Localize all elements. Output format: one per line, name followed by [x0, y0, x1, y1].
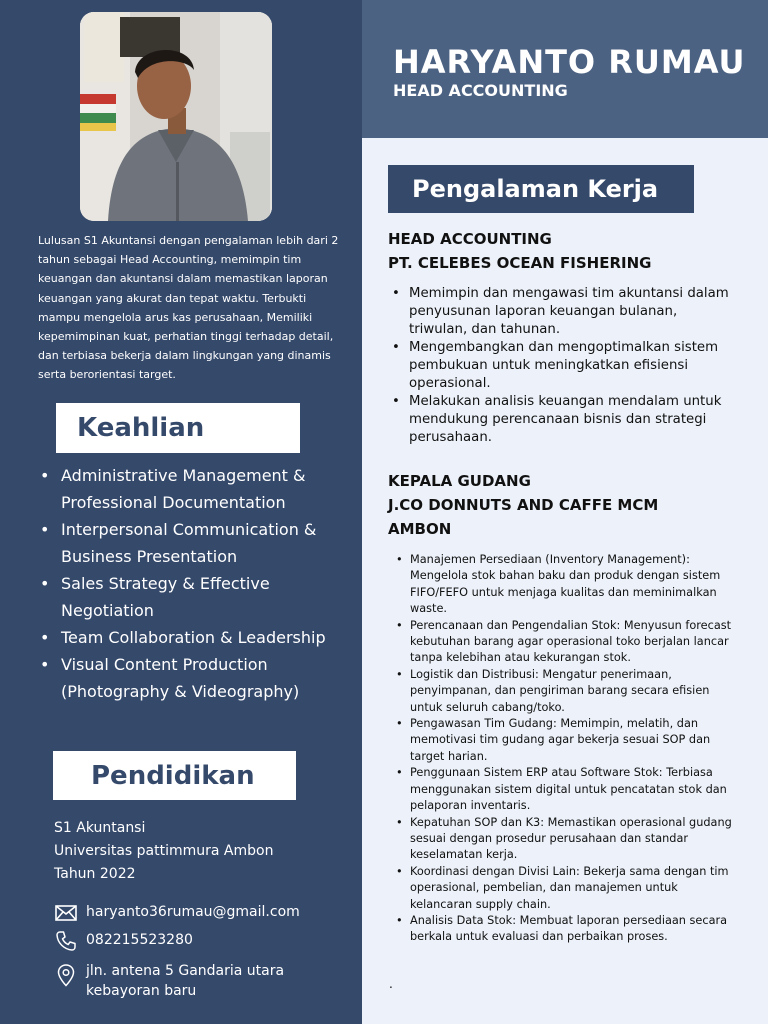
- skill-item: • Team Collaboration & Leadership: [40, 624, 356, 651]
- list-item: • Mengembangkan dan mengoptimalkan sistem pembukuan untuk meningkatkan efisiensi operasional.: [392, 339, 736, 393]
- list-item: • Pengawasan Tim Gudang: Memimpin, melatih, dan memotivasi tim gudang agar bekerja sesuai SOP dan target harian.: [396, 716, 736, 765]
- education-school: Universitas pattimmura Ambon: [54, 843, 274, 859]
- list-item: • Manajemen Persediaan (Inventory Management): Mengelola stok bahan baku dan produk dengan sistem FIFO/FEFO untuk menjaga kualitas dan meminimalkan waste.: [396, 552, 736, 618]
- education-heading: Pendidikan: [91, 760, 255, 791]
- contact-address: jln. antena 5 Gandaria utara kebayoran baru: [86, 963, 285, 999]
- list-item: • Perencanaan dan Pengendalian Stok: Menyusun forecast kebutuhan barang agar operasional toko berjalan lancar tanpa kelebihan atau kekurangan stok.: [396, 618, 736, 667]
- contact-email-row[interactable]: [54, 901, 300, 925]
- list-item: • Penggunaan Sistem ERP atau Software Stok: Terbiasa menggunakan sistem digital untuk pencatatan stok dan pelaporan inventaris.: [396, 765, 736, 814]
- education-year: Tahun 2022: [54, 866, 136, 882]
- trailing-mark: .: [389, 977, 393, 991]
- contact-address-row: [54, 961, 324, 1001]
- skill-item: • Interpersonal Communication & Business Presentation: [40, 516, 356, 570]
- experience-heading-box: [388, 165, 694, 213]
- list-item: • Melakukan analisis keuangan mendalam untuk mendukung perencanaan bisnis dan strategi perusahaan.: [392, 393, 736, 447]
- candidate-role: HEAD ACCOUNTING: [393, 81, 568, 100]
- list-item: • Memimpin dan mengawasi tim akuntansi dalam penyusunan laporan keuangan bulanan, triwulan, dan tahunan.: [392, 285, 736, 339]
- profile-photo-illustration: [80, 12, 272, 221]
- education-heading-box: [53, 751, 296, 800]
- job-position: KEPALA GUDANG: [388, 472, 531, 490]
- candidate-name: HARYANTO RUMAU: [393, 43, 746, 81]
- skills-list: [40, 462, 356, 705]
- list-item: • Logistik dan Distribusi: Mengatur penerimaan, penyimpanan, dan pengiriman barang secara efisien untuk seluruh cabang/toko.: [396, 667, 736, 716]
- job-position: HEAD ACCOUNTING: [388, 230, 552, 248]
- skill-item: • Administrative Management & Professional Documentation: [40, 462, 356, 516]
- skills-heading: Keahlian: [77, 413, 205, 443]
- location-pin-icon: [54, 961, 78, 989]
- list-item: • Kepatuhan SOP dan K3: Memastikan operasional gudang sesuai dengan prosedur perusahaan dan standar keselamatan kerja.: [396, 815, 736, 864]
- left-sidebar: [0, 0, 362, 1024]
- email-icon: [54, 901, 78, 925]
- job-1-responsibilities: [392, 285, 736, 447]
- job-title-1: [388, 227, 738, 275]
- list-item: • Koordinasi dengan Divisi Lain: Bekerja sama dengan tim operasional, pembelian, dan manajemen untuk kelancaran supply chain.: [396, 864, 736, 913]
- job-company: PT. CELEBES OCEAN FISHERING: [388, 254, 652, 272]
- job-title-2: [388, 469, 708, 541]
- skill-item: • Visual Content Production (Photography & Videography): [40, 651, 356, 705]
- contact-phone[interactable]: 082215523280: [86, 932, 193, 948]
- list-item: • Analisis Data Stok: Membuat laporan persediaan secara berkala untuk evaluasi dan perbaikan proses.: [396, 913, 736, 946]
- education-degree: S1 Akuntansi: [54, 820, 146, 836]
- job-company: J.CO DONNUTS AND CAFFE MCM AMBON: [388, 496, 659, 538]
- phone-icon: [54, 929, 78, 953]
- skills-heading-box: [56, 403, 300, 453]
- skill-item: • Sales Strategy & Effective Negotiation: [40, 570, 356, 624]
- contact-phone-row[interactable]: [54, 929, 193, 953]
- contact-email[interactable]: haryanto36rumau@gmail.com: [86, 904, 300, 920]
- experience-heading: Pengalaman Kerja: [412, 175, 659, 203]
- profile-summary: Lulusan S1 Akuntansi dengan pengalaman lebih dari 2 tahun sebagai Head Accounting, memimpin tim keuangan dan akuntansi dalam memastikan laporan keuangan yang akurat dan tepat waktu. Terbukti mampu mengelola arus kas perusahaan, Memiliki kepemimpinan kuat, perhatian tinggi terhadap detail, dan terbiasa bekerja dalam lingkungan yang dinamis serta berorientasi target.: [38, 234, 339, 382]
- job-2-responsibilities: [396, 552, 736, 946]
- profile-photo: [80, 12, 272, 221]
- education-details: [54, 817, 273, 886]
